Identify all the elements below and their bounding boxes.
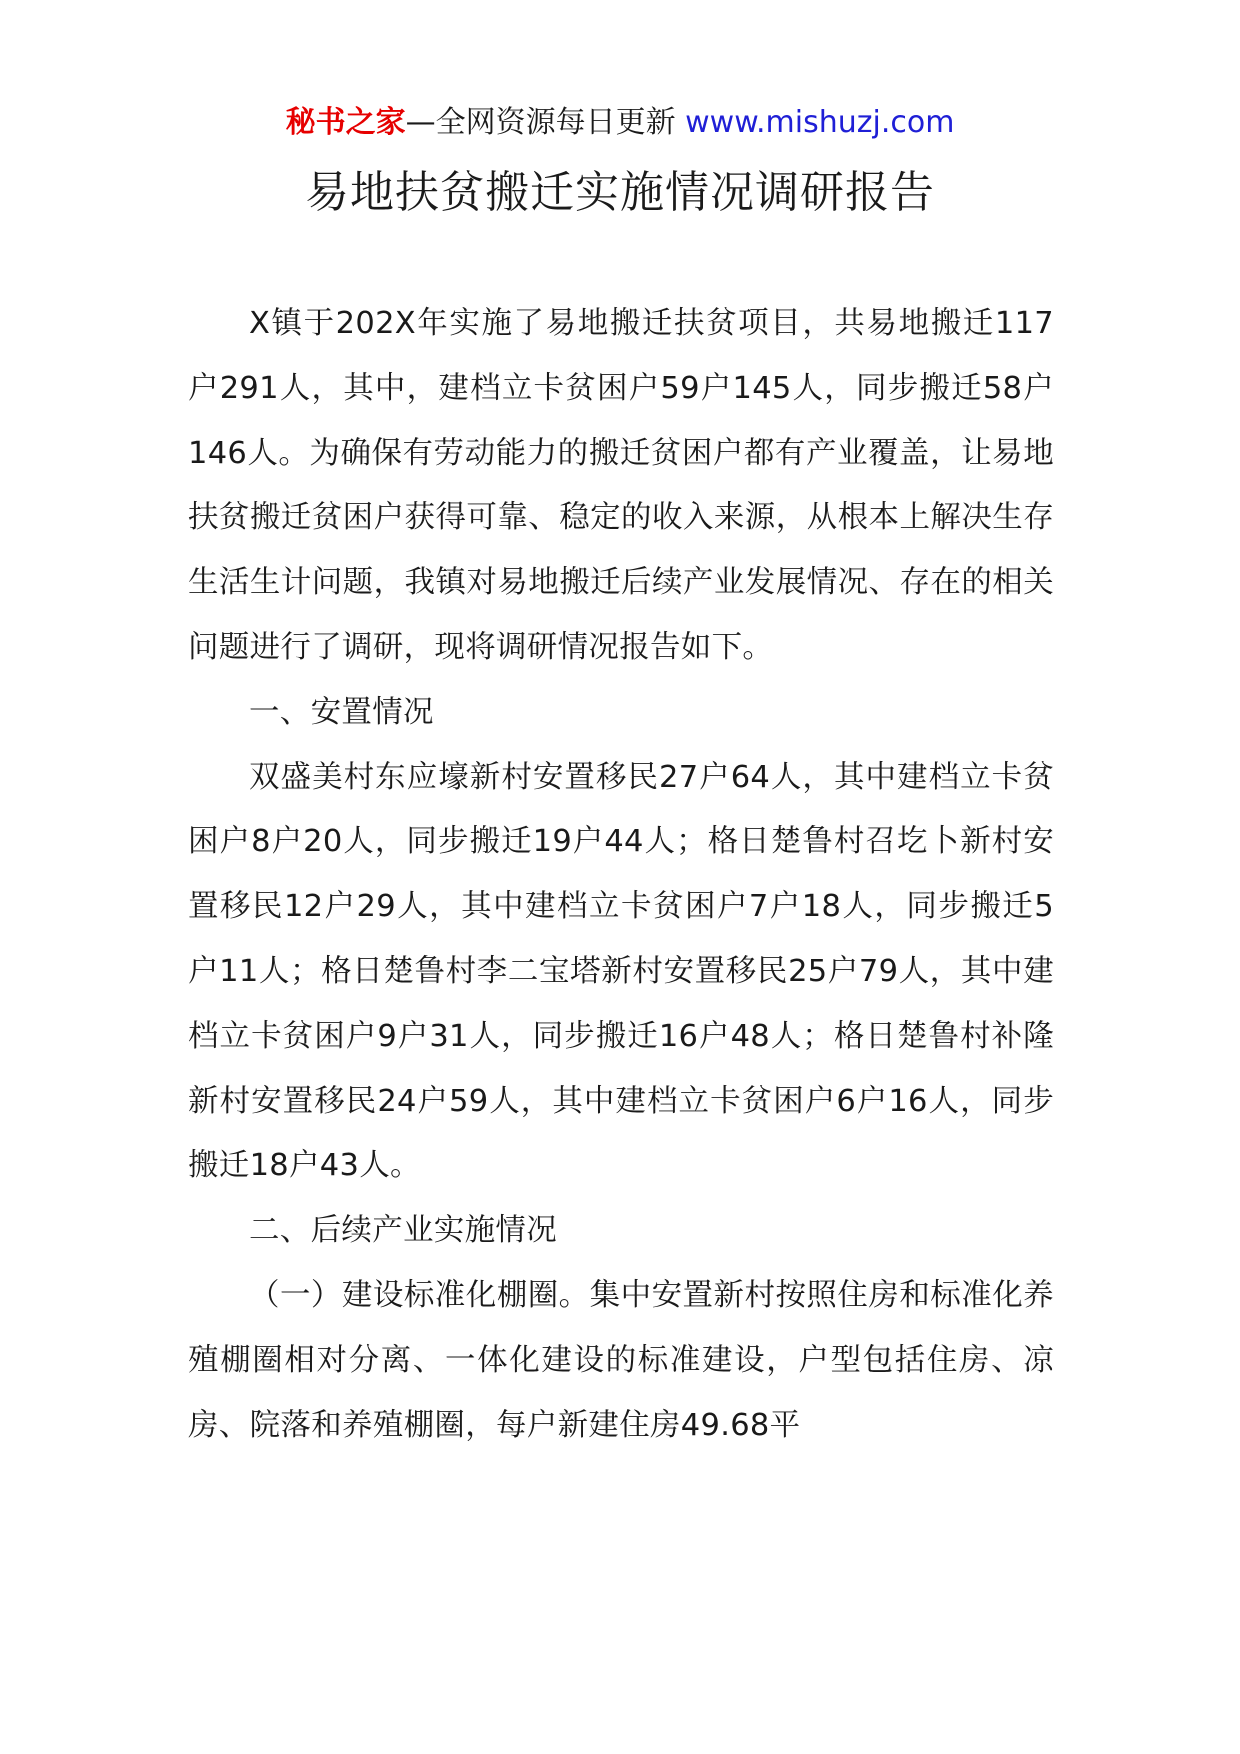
document-title: 易地扶贫搬迁实施情况调研报告 bbox=[305, 167, 935, 218]
site-header bbox=[0, 103, 1240, 143]
document-body bbox=[188, 292, 1054, 1458]
section-2-paragraph: （一）建设标准化棚圈。集中安置新村按照住房和标准化养殖棚圈相对分离、一体化建设的标准建设，户型包括住房、凉房、院落和养殖棚圈，每户新建住房49.68平 bbox=[188, 1277, 1054, 1443]
section-1-paragraph: 双盛美村东应壕新村安置移民27户64人，其中建档立卡贫困户8户20人，同步搬迁19户44人；格日楚鲁村召圪卜新村安置移民12户29人，其中建档立卡贫困户7户18人，同步搬迁5户11人；格日楚鲁村李二宝塔新村安置移民25户79人，其中建档立卡贫困户9户31人，同步搬迁16户48人；格日楚鲁村补隆新村安置移民24户59人，其中建档立卡贫困户6户16人，同步搬迁18户43人。 bbox=[188, 759, 1054, 1184]
site-tagline: —全网资源每日更新 bbox=[405, 105, 686, 140]
section-heading-2: 二、后续产业实施情况 bbox=[249, 1213, 557, 1249]
site-url-link[interactable]: www.mishuzj.com bbox=[685, 105, 955, 140]
brand-name: 秘书之家 bbox=[285, 105, 406, 140]
intro-paragraph: X镇于202X年实施了易地搬迁扶贫项目，共易地搬迁117户291人，其中，建档立卡贫困户59户145人，同步搬迁58户146人。为确保有劳动能力的搬迁贫困户都有产业覆盖，让易地扶贫搬迁贫困户获得可靠、稳定的收入来源，从根本上解决生存生活生计问题，我镇对易地搬迁后续产业发展情况、存在的相关问题进行了调研，现将调研情况报告如下。 bbox=[188, 306, 1054, 665]
section-heading-1: 一、安置情况 bbox=[249, 694, 434, 730]
